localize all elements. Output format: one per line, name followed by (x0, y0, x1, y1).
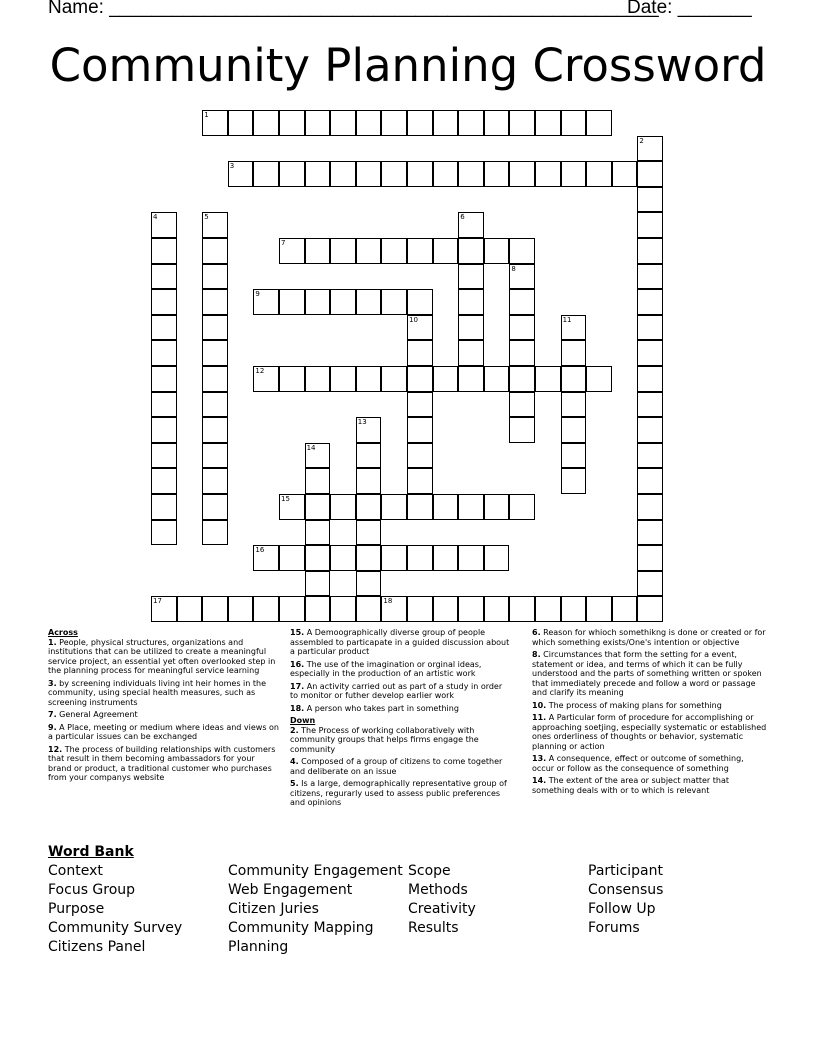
grid-cell[interactable] (637, 187, 663, 213)
grid-cell[interactable] (151, 520, 177, 546)
grid-cell[interactable] (151, 443, 177, 469)
grid-cell[interactable] (330, 545, 356, 571)
grid-cell[interactable] (381, 161, 407, 187)
across-heading: Across (48, 628, 78, 637)
grid-cell[interactable] (228, 110, 254, 136)
clue-number: 17 (153, 597, 162, 606)
grid-cell[interactable] (381, 238, 407, 264)
grid-cell[interactable] (433, 238, 459, 264)
grid-cell[interactable] (586, 596, 612, 622)
down-heading: Down (290, 716, 316, 725)
grid-cell[interactable] (279, 366, 305, 392)
grid-cell[interactable] (509, 289, 535, 315)
grid-cell[interactable] (535, 110, 561, 136)
grid-cell[interactable] (484, 596, 510, 622)
grid-cell[interactable] (561, 596, 587, 622)
grid-cell[interactable] (484, 494, 510, 520)
grid-cell[interactable] (330, 110, 356, 136)
word-bank-item: Consensus (588, 882, 664, 898)
grid-cell[interactable] (305, 110, 331, 136)
grid-cell[interactable] (305, 494, 331, 520)
grid-cell[interactable] (637, 212, 663, 238)
clue-across-3: 3. by screening individuals living int heir homes in the community, using special health measures, such as screening instruments (48, 678, 267, 707)
grid-cell[interactable] (356, 494, 382, 520)
clue-across-16: 16. The use of the imagination or orginal ideas, especially in the production of an artistic work (290, 659, 482, 678)
grid-cell[interactable] (356, 520, 382, 546)
grid-cell[interactable] (586, 161, 612, 187)
grid-cell[interactable] (151, 468, 177, 494)
word-bank-column-2 (228, 862, 403, 957)
grid-cell[interactable] (202, 289, 228, 315)
grid-cell[interactable] (637, 315, 663, 341)
grid-cell[interactable] (612, 161, 638, 187)
grid-cell[interactable] (433, 545, 459, 571)
grid-cell[interactable] (458, 110, 484, 136)
grid-cell[interactable] (561, 468, 587, 494)
grid-cell[interactable] (637, 264, 663, 290)
grid-cell[interactable] (330, 366, 356, 392)
grid-cell[interactable] (433, 161, 459, 187)
clue-down-8: 8. Circumstances that form the setting for a event, statement or idea, and terms of which it can be fully understood and the parts of something written or spoken that immediately precede and follow a word or passage and clarify its meaning (532, 650, 762, 697)
grid-cell[interactable] (561, 417, 587, 443)
grid-cell[interactable] (202, 340, 228, 366)
clue-number: 1 (204, 111, 209, 119)
clues-column-2 (290, 628, 512, 811)
grid-cell[interactable] (637, 366, 663, 392)
grid-cell[interactable] (305, 289, 331, 315)
grid-cell[interactable] (561, 161, 587, 187)
grid-cell[interactable] (279, 289, 305, 315)
grid-cell[interactable] (356, 110, 382, 136)
grid-cell[interactable] (637, 443, 663, 469)
grid-cell[interactable] (202, 596, 228, 622)
grid-cell[interactable] (433, 366, 459, 392)
grid-cell[interactable] (637, 392, 663, 418)
grid-cell[interactable] (612, 596, 638, 622)
grid-cell[interactable] (561, 340, 587, 366)
grid-cell[interactable] (151, 289, 177, 315)
grid-cell[interactable] (458, 596, 484, 622)
grid-cell[interactable] (535, 161, 561, 187)
grid-cell[interactable] (202, 468, 228, 494)
grid-cell[interactable] (637, 289, 663, 315)
grid-cell[interactable] (356, 443, 382, 469)
grid-cell[interactable] (407, 110, 433, 136)
grid-cell[interactable] (407, 238, 433, 264)
clue-number: 10 (409, 315, 418, 324)
grid-cell[interactable] (458, 238, 484, 264)
grid-cell[interactable] (151, 238, 177, 264)
grid-cell[interactable] (151, 264, 177, 290)
grid-cell[interactable] (407, 289, 433, 315)
clue-number: 13 (357, 418, 367, 427)
grid-cell[interactable] (509, 596, 535, 622)
grid-cell[interactable] (151, 494, 177, 520)
word-bank-item: Scope (408, 863, 451, 879)
clue-across-15: 15. A Demoographically diverse group of people assembled to particapate in a guided discussion about a particular product (290, 628, 510, 656)
grid-cell[interactable] (177, 596, 203, 622)
clues-column-1 (48, 628, 280, 786)
name-line[interactable]: Name: ____________________________________________________ (48, 0, 659, 18)
word-bank-column-4 (588, 862, 663, 938)
word-bank-item: Community Engagement (228, 863, 403, 879)
grid-cell[interactable] (305, 596, 331, 622)
word-bank-item: Focus Group (48, 882, 136, 898)
grid-cell[interactable] (202, 392, 228, 418)
grid-cell[interactable] (637, 340, 663, 366)
grid-cell[interactable] (305, 238, 331, 264)
word-bank-item: Web Engagement (228, 882, 353, 898)
grid-cell[interactable] (253, 110, 279, 136)
grid-cell[interactable] (458, 494, 484, 520)
clue-number: 2 (639, 136, 644, 145)
grid-cell[interactable] (279, 161, 305, 187)
grid-cell[interactable] (151, 417, 177, 443)
grid-cell[interactable] (356, 545, 382, 571)
word-bank-item: Citizen Juries (228, 901, 319, 917)
grid-cell[interactable] (637, 417, 663, 443)
clue-number: 14 (306, 443, 316, 452)
grid-cell[interactable] (253, 596, 279, 622)
grid-cell[interactable] (330, 161, 356, 187)
grid-cell[interactable] (407, 596, 433, 622)
grid-cell[interactable] (407, 545, 433, 571)
clue-number: 16 (255, 546, 265, 555)
grid-cell[interactable] (202, 494, 228, 520)
grid-cell[interactable] (330, 494, 356, 520)
grid-cell[interactable] (458, 264, 484, 290)
clue-across-7: 7. General Agreement (48, 710, 138, 719)
grid-cell[interactable] (305, 161, 331, 187)
grid-cell[interactable] (407, 340, 433, 366)
word-bank-item: Forums (588, 920, 640, 936)
grid-cell[interactable] (381, 110, 407, 136)
grid-cell[interactable] (407, 161, 433, 187)
grid-cell[interactable] (381, 545, 407, 571)
grid-cell[interactable] (509, 238, 535, 264)
grid-cell[interactable] (637, 545, 663, 571)
grid-cell[interactable] (637, 520, 663, 546)
grid-cell[interactable] (458, 161, 484, 187)
grid-cell[interactable] (586, 366, 612, 392)
word-bank-item: Context (48, 863, 103, 879)
grid-cell[interactable] (637, 161, 663, 187)
grid-cell[interactable] (407, 392, 433, 418)
clue-across-17: 17. An activity carried out as part of a study in order to monitor or futher develop earlier work (290, 681, 503, 700)
grid-cell[interactable] (509, 417, 535, 443)
word-bank-item: Citizens Panel (48, 939, 146, 955)
word-bank-column-3 (408, 862, 476, 938)
grid-cell[interactable] (561, 443, 587, 469)
clue-number: 3 (229, 162, 235, 171)
grid-cell[interactable] (484, 110, 510, 136)
grid-cell[interactable] (484, 238, 510, 264)
grid-cell[interactable] (305, 366, 331, 392)
grid-cell[interactable] (356, 289, 382, 315)
date-line[interactable]: Date: _______ (627, 0, 752, 18)
clue-across-12: 12. The process of building relationships with customers that result in them becoming ambassadors for your brand or product, a traditional customer who purchases from your companys website (48, 744, 276, 782)
grid-cell[interactable] (305, 545, 331, 571)
clue-number: 4 (153, 213, 158, 222)
clue-down-10: 10. The process of making plans for something (532, 700, 722, 710)
grid-cell[interactable] (305, 468, 331, 494)
clues-column-3 (532, 628, 768, 798)
clue-number: 6 (460, 213, 465, 222)
grid-cell[interactable] (535, 596, 561, 622)
grid-cell[interactable] (637, 468, 663, 494)
grid-cell[interactable] (381, 366, 407, 392)
clue-down-11: 11. A Particular form of procedure for accomplishing or approaching soetjing, especially systematic or established ones orderliness of thoughts or behavior, systematic planning or action (532, 713, 767, 751)
grid-cell[interactable] (202, 315, 228, 341)
grid-cell[interactable] (356, 366, 382, 392)
grid-cell[interactable] (637, 571, 663, 597)
grid-cell[interactable] (433, 596, 459, 622)
page-title: Community Planning Crossword (49, 39, 767, 92)
grid-cell[interactable] (202, 443, 228, 469)
word-bank-item: Creativity (408, 901, 476, 917)
grid-cell[interactable] (151, 340, 177, 366)
clue-down-6: 6. Reason for whioch somethikng is done or created or for which something exists/One's intention or objective (532, 628, 766, 647)
grid-cell[interactable] (202, 520, 228, 546)
grid-cell[interactable] (253, 161, 279, 187)
grid-cell[interactable] (637, 238, 663, 264)
grid-cell[interactable] (484, 366, 510, 392)
grid-cell[interactable] (356, 161, 382, 187)
grid-cell[interactable] (637, 494, 663, 520)
grid-cell[interactable] (561, 366, 587, 392)
clue-across-1: 1. People, physical structures, organizations and institutions that can be utilized to create a meaningful service project, an essential yet often overlooked step in the planning process for meaningful service learning (48, 637, 276, 675)
grid-cell[interactable] (202, 366, 228, 392)
clue-down-2: 2. The Process of working collaboratively with community groups that helps firms engage the community (290, 725, 479, 754)
grid-cell[interactable] (381, 494, 407, 520)
grid-cell[interactable] (356, 238, 382, 264)
clue-down-4: 4. Composed of a group of citizens to come together and deliberate on an issue (290, 757, 503, 776)
grid-cell[interactable] (330, 596, 356, 622)
clue-number: 5 (204, 213, 209, 222)
grid-cell[interactable] (561, 392, 587, 418)
word-bank-item: Purpose (48, 901, 105, 917)
clue-down-5: 5. Is a large, demographically representative group of citizens, regurarly used to assess public preferences and opinions (290, 779, 507, 807)
word-bank-item: Planning (228, 939, 289, 955)
grid-cell[interactable] (330, 289, 356, 315)
grid-cell[interactable] (407, 443, 433, 469)
grid-cell[interactable] (228, 596, 254, 622)
grid-cell[interactable] (458, 545, 484, 571)
grid-cell[interactable] (356, 468, 382, 494)
word-bank-title: Word Bank (48, 844, 134, 860)
grid-cell[interactable] (407, 417, 433, 443)
grid-cell[interactable] (356, 596, 382, 622)
grid-cell[interactable] (586, 110, 612, 136)
grid-cell[interactable] (407, 366, 433, 392)
clue-number: 9 (255, 290, 260, 299)
grid-cell[interactable] (509, 392, 535, 418)
grid-cell[interactable] (637, 596, 663, 622)
grid-cell[interactable] (151, 366, 177, 392)
clue-number: 7 (281, 239, 286, 247)
grid-cell[interactable] (381, 289, 407, 315)
clue-number: 12 (255, 367, 265, 375)
grid-cell[interactable] (509, 494, 535, 520)
grid-cell[interactable] (407, 468, 433, 494)
clue-down-13: 13. A consequence, effect or outcome of something, occur or follow as the consequence of something (532, 754, 744, 773)
clue-number: 11 (562, 315, 572, 324)
grid-cell[interactable] (484, 545, 510, 571)
grid-cell[interactable] (509, 340, 535, 366)
grid-cell[interactable] (458, 366, 484, 392)
grid-cell[interactable] (535, 366, 561, 392)
clue-down-14: 14. The extent of the area or subject matter that something deals with or to which is relevant (532, 776, 730, 795)
word-bank-item: Results (408, 920, 459, 936)
grid-cell[interactable] (433, 110, 459, 136)
clue-number: 15 (281, 495, 290, 503)
clue-across-9: 9. A Place, meeting or medium where ideas and views on a particular issues can be exchanged (48, 722, 280, 741)
grid-cell[interactable] (151, 315, 177, 341)
grid-cell[interactable] (279, 596, 305, 622)
clue-across-18: 18. A person who takes part in something (290, 703, 459, 713)
word-bank-item: Methods (408, 882, 468, 898)
grid-cell[interactable] (407, 494, 433, 520)
grid-cell[interactable] (509, 161, 535, 187)
grid-cell[interactable] (561, 110, 587, 136)
word-bank-item: Community Mapping (228, 920, 374, 936)
grid-cell[interactable] (305, 571, 331, 597)
grid-cell[interactable] (509, 315, 535, 341)
grid-cell[interactable] (330, 238, 356, 264)
grid-cell[interactable] (458, 315, 484, 341)
grid-cell[interactable] (433, 494, 459, 520)
grid-cell[interactable] (202, 264, 228, 290)
clue-number: 18 (383, 597, 393, 606)
word-bank-item: Community Survey (48, 920, 183, 936)
grid-cell[interactable] (458, 289, 484, 315)
word-bank-item: Follow Up (588, 901, 656, 917)
grid-cell[interactable] (279, 110, 305, 136)
word-bank-item: Participant (588, 863, 663, 879)
clue-number: 8 (511, 264, 516, 273)
grid-cell[interactable] (279, 545, 305, 571)
word-bank-column-1 (48, 862, 182, 957)
grid-cell[interactable] (202, 238, 228, 264)
grid-cell[interactable] (458, 340, 484, 366)
grid-cell[interactable] (484, 161, 510, 187)
grid-cell[interactable] (509, 110, 535, 136)
grid-cell[interactable] (356, 571, 382, 597)
grid-cell[interactable] (509, 366, 535, 392)
grid-cell[interactable] (202, 417, 228, 443)
grid-cell[interactable] (305, 520, 331, 546)
grid-cell[interactable] (151, 392, 177, 418)
